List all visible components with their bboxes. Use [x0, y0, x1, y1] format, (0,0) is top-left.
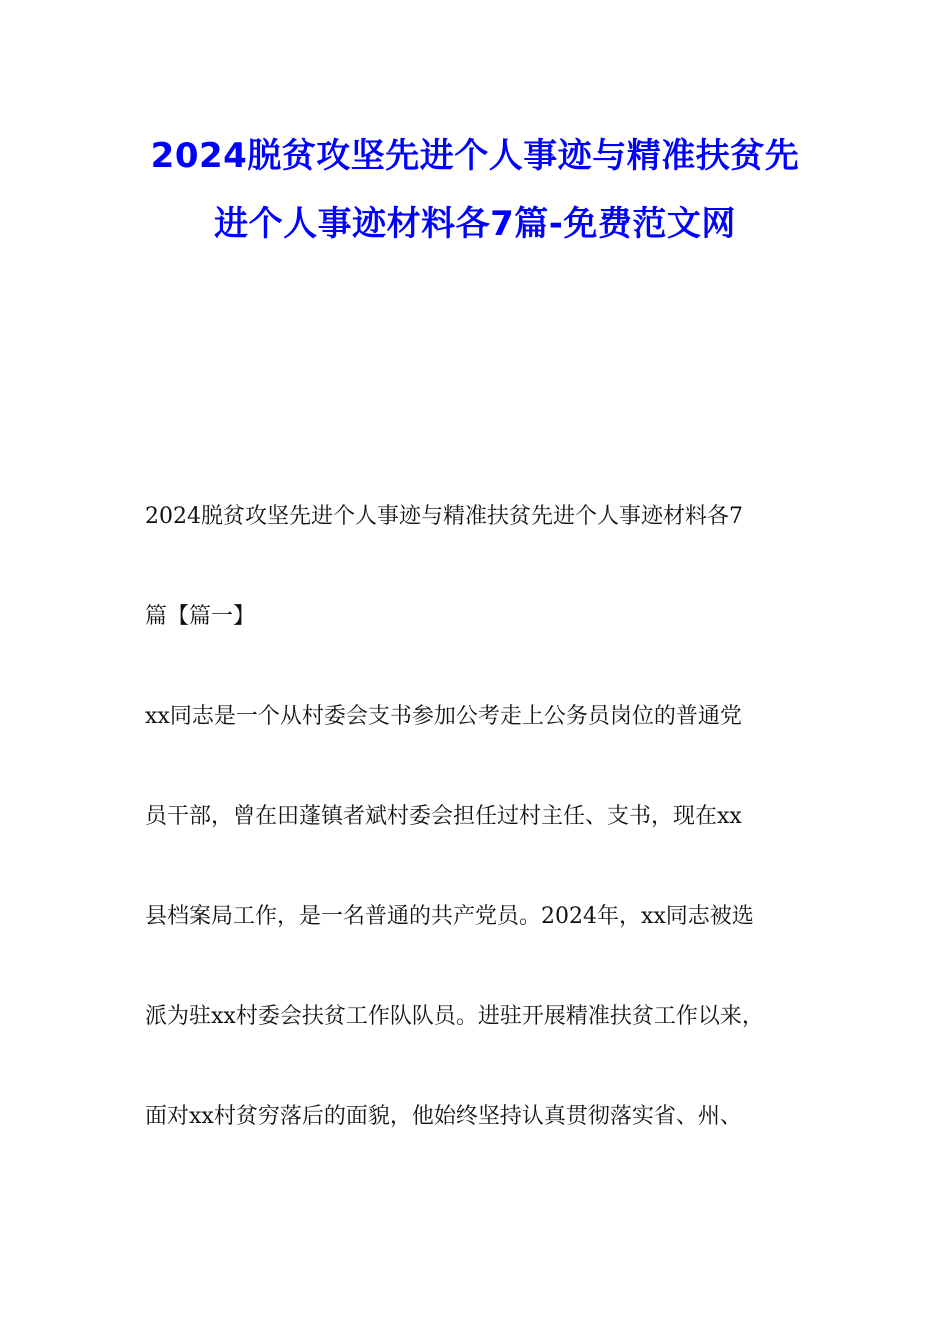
document-title-line-2: 进个人事迹材料各7篇-免费范文网	[214, 204, 736, 244]
body-line-5: 县档案局工作，是一名普通的共产党员。2024年，xx同志被选	[145, 904, 754, 929]
body-line-7: 面对xx村贫穷落后的面貌，他始终坚持认真贯彻落实省、州、	[145, 1104, 742, 1129]
body-line-2: 篇【篇一】	[145, 604, 256, 629]
body-line-3: xx同志是一个从村委会支书参加公考走上公务员岗位的普通党	[145, 704, 742, 729]
body-line-6: 派为驻xx村委会扶贫工作队队员。进驻开展精准扶贫工作以来，	[145, 1004, 764, 1029]
body-line-4: 员干部，曾在田蓬镇者斌村委会担任过村主任、支书，现在xx	[145, 804, 742, 829]
body-line-1: 2024脱贫攻坚先进个人事迹与精准扶贫先进个人事迹材料各7	[145, 504, 743, 529]
document-title-line-1: 2024脱贫攻坚先进个人事迹与精准扶贫先	[150, 136, 800, 176]
